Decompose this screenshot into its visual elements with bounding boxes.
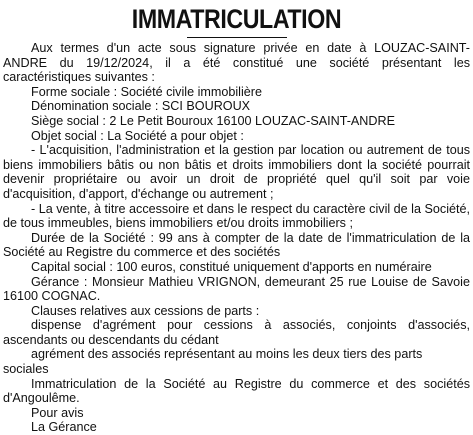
paragraph-signature: La Gérance — [31, 420, 97, 435]
paragraph-denomination: Dénomination sociale : SCI BOUROUX — [31, 99, 251, 114]
notice-body — [3, 41, 470, 435]
paragraph-objet-item-1: - L'acquisition, l'administration et la gestion par location ou autrement de tous biens immobiliers bâtis ou non bâtis et droits immobiliers dont la société pourrait devenir propriétaire ou avoir un droit de propriété quel qu'il soit par voie d'acquisition, d'apport, d'échange ou autrement ; — [3, 143, 470, 201]
paragraph-duree: Durée de la Société : 99 ans à compter de la date de l'immatriculation de la Société au Registre du commerce et des sociétés — [3, 230, 470, 260]
paragraph-pour-avis: Pour avis — [31, 405, 84, 420]
paragraph-gerance: Gérance : Monsieur Mathieu VRIGNON, demeurant 25 rue Louise de Savoie 16100 COGNAC. — [3, 274, 470, 304]
paragraph-objet-item-2: - La vente, à titre accessoire et dans le respect du caractère civil de la Société, de tous immeubles, biens immobiliers et/ou droits immobiliers ; — [3, 201, 470, 231]
paragraph-dispense: dispense d'agrément pour cessions à associés, conjoints d'associés, ascendants ou descendants du cédant — [3, 318, 470, 347]
paragraph-capital: Capital social : 100 euros, constitué uniquement d'apports en numéraire — [31, 259, 432, 274]
paragraph-forme-sociale: Forme sociale : Société civile immobilière — [31, 84, 262, 99]
title-underline — [187, 37, 287, 38]
paragraph-objet-social: Objet social : La Société a pour objet : — [31, 128, 244, 143]
notice-title: IMMATRICULATION — [131, 4, 342, 34]
legal-notice — [0, 4, 473, 435]
paragraph-siege-social: Siège social : 2 Le Petit Bouroux 16100 LOUZAC-SAINT-ANDRE — [31, 113, 395, 128]
paragraph-agrement: agrément des associés représentant au moins les deux tiers des parts sociales — [3, 347, 423, 377]
paragraph-intro: Aux termes d'un acte sous signature privée en date à LOUZAC-SAINT-ANDRE du 19/12/2024, il a été constitué une société présentant les caractéristiques suivantes : — [3, 41, 470, 85]
paragraph-immatriculation: Immatriculation de la Société au Registre du commerce et des sociétés d'Angoulême. — [3, 376, 470, 406]
paragraph-clauses: Clauses relatives aux cessions de parts : — [31, 303, 260, 318]
